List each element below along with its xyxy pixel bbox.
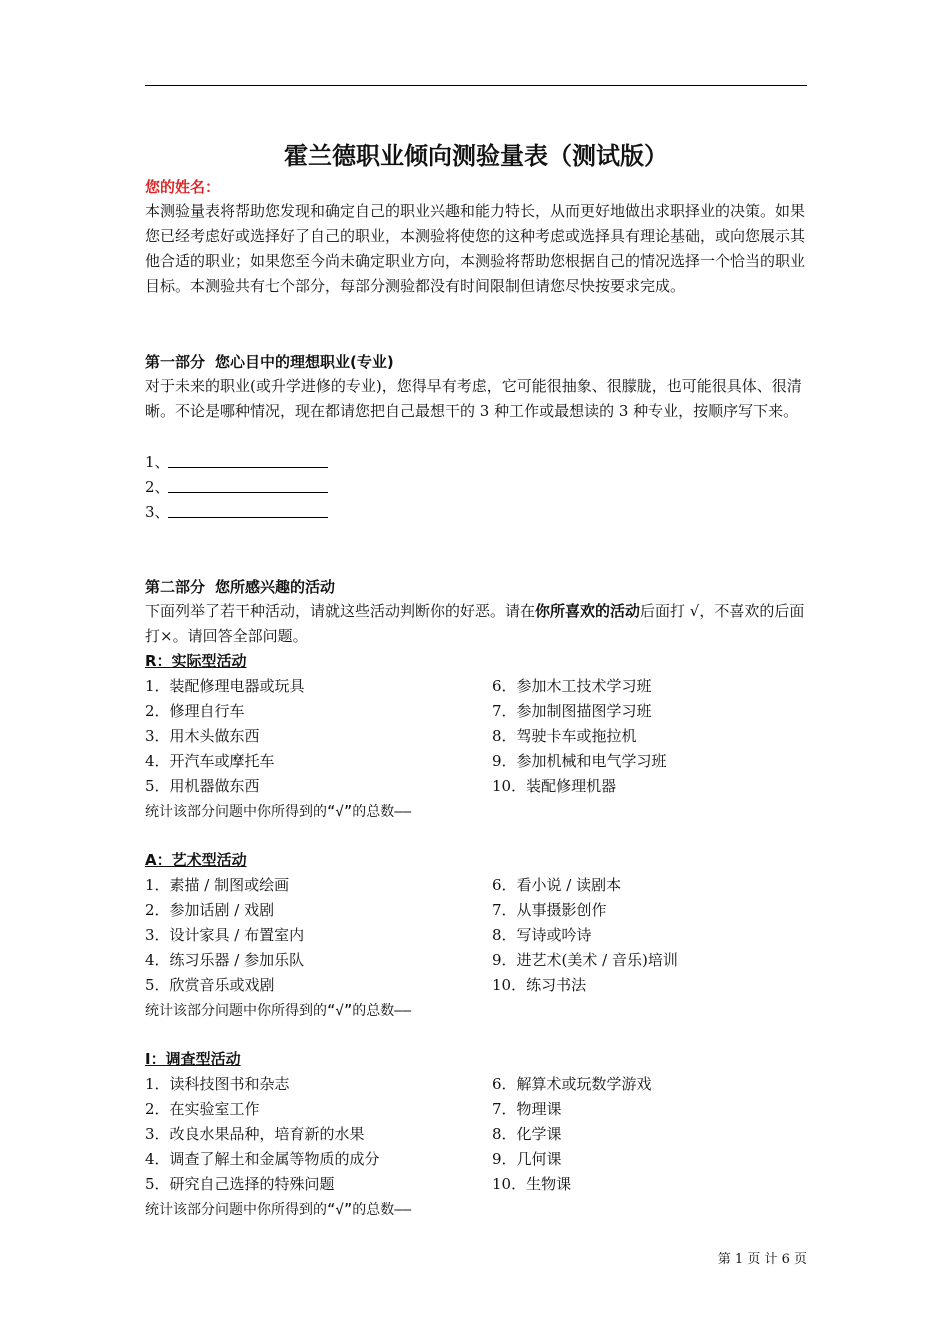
- activity-item[interactable]: 6．参加木工技术学习班: [492, 677, 652, 695]
- blank-label-1: 1、: [145, 453, 170, 471]
- activity-item[interactable]: 8．化学课: [492, 1125, 562, 1143]
- activity-item[interactable]: 5．欣赏音乐或戏剧: [145, 976, 275, 994]
- activity-item[interactable]: 9．参加机械和电气学习班: [492, 752, 667, 770]
- activity-item[interactable]: 5．研究自己选择的特殊问题: [145, 1175, 335, 1193]
- name-label: 您的姓名：: [145, 178, 221, 196]
- activity-item[interactable]: 4．开汽车或摩托车: [145, 752, 275, 770]
- activity-item[interactable]: 8．写诗或吟诗: [492, 926, 592, 944]
- answer-blank-3[interactable]: [168, 517, 328, 518]
- blank-label-2: 2、: [145, 478, 170, 496]
- blank-label-3: 3、: [145, 503, 170, 521]
- activity-item[interactable]: 10．生物课: [492, 1175, 572, 1193]
- answer-blank-2[interactable]: [168, 492, 328, 493]
- activity-item[interactable]: 4．练习乐器 / 参加乐队: [145, 951, 305, 969]
- part1-description: 对于未来的职业(或升学进修的专业)，您得早有考虑，它可能很抽象、很朦胧，也可能很具体、很清晰。不论是哪种情况，现在都请您把自己最想干的 3 种工作或最想读的 3 种专业，按顺序写下来。: [145, 377, 802, 420]
- section-i-count: 统计该部分问题中你所得到的“√”的总数——: [145, 1202, 412, 1218]
- activity-item[interactable]: 1．装配修理电器或玩具: [145, 677, 305, 695]
- activity-item[interactable]: 10．练习书法: [492, 976, 587, 994]
- part2-desc-text-end: 后面打 √，不喜欢的后面打×。请回答全部问题。: [145, 602, 805, 645]
- header-rule: [145, 85, 807, 86]
- part2-description: [145, 599, 813, 649]
- part1-label: 第一部分: [145, 353, 206, 371]
- activity-item[interactable]: 3．用木头做东西: [145, 727, 260, 745]
- activity-item[interactable]: 9．进艺术(美术 / 音乐)培训: [492, 951, 678, 969]
- page-footer: 第 1 页 计 6 页: [717, 1252, 807, 1267]
- activity-item[interactable]: 7．参加制图描图学习班: [492, 702, 652, 720]
- part2-title: 您所感兴趣的活动: [215, 578, 336, 596]
- answer-blank-1[interactable]: [168, 467, 328, 468]
- intro-paragraph: 本测验量表将帮助您发现和确定自己的职业兴趣和能力特长，从而更好地做出求职择业的决策。如果您已经考虑好或选择好了自己的职业，本测验将使您的这种考虑或选择具有理论基础，或向您展示其他合适的职业；如果您至今尚未确定职业方向，本测验将帮助您根据自己的情况选择一个恰当的职业目标。本测验共有七个部分，每部分测验都没有时间限制但请您尽快按要求完成。: [145, 202, 806, 295]
- part2-desc-text: 下面列举了若干种活动，请就这些活动判断你的好恶。请在: [145, 602, 536, 620]
- document-title: 霍兰德职业倾向测验量表（测试版）: [284, 142, 668, 170]
- activity-item[interactable]: 3．改良水果品种，培育新的水果: [145, 1125, 365, 1143]
- section-r-count: 统计该部分问题中你所得到的“√”的总数——: [145, 804, 412, 820]
- activity-item[interactable]: 4．调查了解土和金属等物质的成分: [145, 1150, 380, 1168]
- part2-heading: [145, 576, 335, 597]
- section-i-title: I：调查型活动: [145, 1050, 241, 1068]
- part1-heading: [145, 351, 394, 372]
- activity-item[interactable]: 1．读科技图书和杂志: [145, 1075, 290, 1093]
- activity-item[interactable]: 7．从事摄影创作: [492, 901, 607, 919]
- part1-title: 您心目中的理想职业(专业): [215, 353, 394, 371]
- activity-item[interactable]: 6．解算术或玩数学游戏: [492, 1075, 652, 1093]
- activity-item[interactable]: 2．修理自行车: [145, 702, 245, 720]
- part2-label: 第二部分: [145, 578, 206, 596]
- activity-item[interactable]: 8．驾驶卡车或拖拉机: [492, 727, 637, 745]
- section-a-count: 统计该部分问题中你所得到的“√”的总数——: [145, 1003, 412, 1019]
- activity-item[interactable]: 2．在实验室工作: [145, 1100, 260, 1118]
- activity-item[interactable]: 6．看小说 / 读剧本: [492, 876, 622, 894]
- activity-item[interactable]: 2．参加话剧 / 戏剧: [145, 901, 275, 919]
- activity-item[interactable]: 7．物理课: [492, 1100, 562, 1118]
- activity-item[interactable]: 5．用机器做东西: [145, 777, 260, 795]
- activity-item[interactable]: 1．素描 / 制图或绘画: [145, 876, 290, 894]
- section-r-title: R：实际型活动: [145, 652, 247, 670]
- section-a-title: A：艺术型活动: [145, 851, 247, 869]
- activity-item[interactable]: 9．几何课: [492, 1150, 562, 1168]
- activity-item[interactable]: 3．设计家具 / 布置室内: [145, 926, 305, 944]
- part2-desc-emphasis: 你所喜欢的活动: [535, 602, 641, 620]
- activity-item[interactable]: 10．装配修理机器: [492, 777, 617, 795]
